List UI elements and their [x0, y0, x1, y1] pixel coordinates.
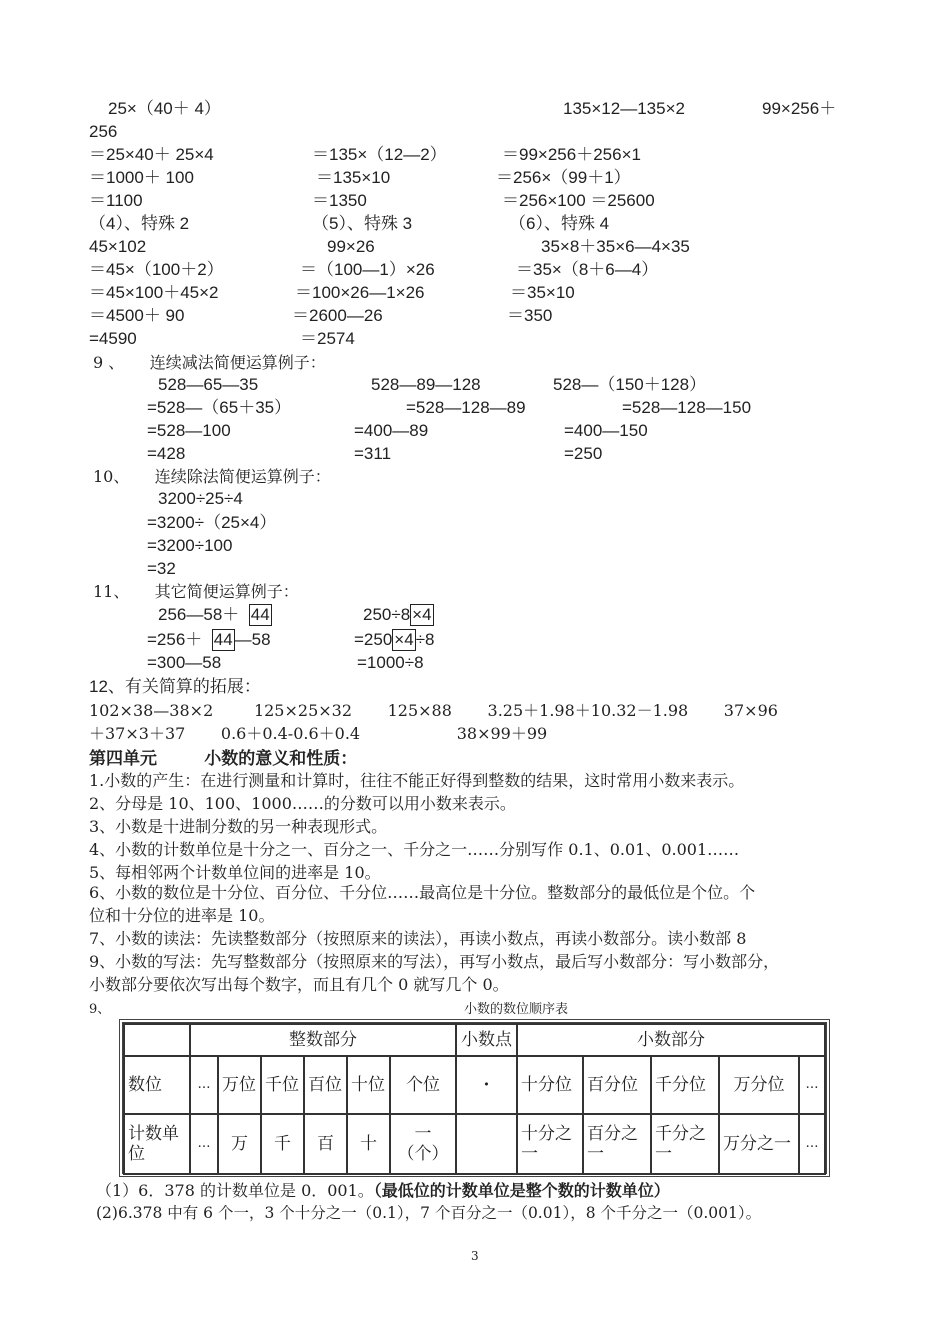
- sub-b3: =400—89: [354, 421, 429, 440]
- place-ten-thousandths: 万分位: [719, 1056, 799, 1114]
- place-thousandths: 千分位: [651, 1056, 719, 1114]
- expr-b4: ＝1350: [312, 191, 367, 210]
- ext-heading: 12、有关简算的拓展：: [89, 677, 261, 696]
- sub-b2: =528—128—89: [406, 398, 526, 417]
- place-wan: 万位: [218, 1056, 261, 1114]
- unit-shi: 十: [347, 1114, 390, 1174]
- unit-hundredth: 百分之一: [583, 1114, 651, 1174]
- special-b4: ＝2600—26: [292, 306, 383, 325]
- table-caption: 小数的数位顺序表: [464, 1002, 569, 1017]
- table-row: [124, 1056, 825, 1114]
- ext-line2: ＋37×3＋37 0.6＋0.4-0.6＋0.4 38×99＋99: [89, 724, 548, 743]
- place-qian: 千位: [261, 1056, 304, 1114]
- expr-c2: ＝99×256＋256×1: [502, 145, 641, 164]
- sub-c2: =528—128—150: [622, 398, 752, 417]
- unit4-p7: 7、小数的读法：先读整数部分（按照原来的读法），再读小数点，再读小数部分。读小数部 8: [89, 929, 747, 948]
- expr-c1-cont: 256: [89, 122, 118, 141]
- special-c3: ＝35×10: [510, 283, 575, 302]
- unit4-p9a: 9、小数的写法：先写整数部分（按照原来的写法），再写小数点，最后写小数部分：写小数部分，: [89, 952, 780, 971]
- boxed-factor: ×4: [394, 630, 414, 649]
- special-c2: ＝35×（8＋6—4）: [516, 260, 659, 279]
- note-1: （1）6．378 的计数单位是 0．001。（最低位的计数单位是整个数的计数单位）: [96, 1181, 670, 1200]
- sub-b4: =311: [354, 444, 392, 463]
- expr-c1: 99×256＋: [762, 99, 837, 118]
- div-l4: =32: [147, 559, 176, 578]
- expr-b3: ＝135×10: [316, 168, 391, 187]
- special-b2: ＝（100—1）×26: [300, 260, 435, 279]
- unit4-p4: 4、小数的计数单位是十分之一、百分之一、千分之一……分别写作 0.1、0.01、0.001……: [89, 840, 740, 859]
- div-l2: =3200÷（25×4）: [147, 513, 277, 532]
- ellipsis: …: [799, 1056, 825, 1114]
- unit4-p1: 1.小数的产生：在进行测量和计算时，往往不能正好得到整数的结果，这时常用小数来表示。: [89, 771, 745, 790]
- sub-heading: 9 、 连续减法简便运算例子：: [93, 353, 326, 372]
- sub-a3: =528—100: [147, 421, 231, 440]
- decimal-dot: ·: [456, 1056, 517, 1114]
- page-number: 3: [471, 1249, 479, 1263]
- place-hundredths: 百分位: [583, 1056, 651, 1114]
- special-heading-5: （5）、特殊 3: [312, 214, 413, 233]
- expr-a4: ＝1100: [89, 191, 143, 210]
- unit-bai: 百: [304, 1114, 347, 1174]
- special-b5: ＝2574: [300, 329, 355, 348]
- integer-part-header: 整数部分: [190, 1024, 456, 1056]
- other-a3: =300—58: [147, 653, 222, 672]
- ellipsis: …: [190, 1114, 218, 1174]
- unit4-p9b: 小数部分要依次写出每个数字，而且有几个 0 就写几个 0。: [89, 975, 509, 994]
- unit4-p2: 2、分母是 10、100、1000……的分数可以用小数来表示。: [89, 794, 516, 813]
- ext-line1: 102×38—38×2 125×25×32 125×88 3.25＋1.98＋10.32－1.98 37×96: [89, 701, 778, 720]
- table-cell-empty: [124, 1024, 190, 1056]
- boxed-number: 44: [250, 605, 270, 624]
- unit4-title: 第四单元 小数的意义和性质：: [89, 749, 358, 768]
- sub-c3: =400—150: [564, 421, 648, 440]
- div-l3: =3200÷100: [147, 536, 233, 555]
- other-b2: =250 ×4 ÷8: [354, 630, 435, 649]
- unit4-p6b: 位和十分位的进率是 10。: [89, 906, 275, 925]
- special-c1: 35×8＋35×6—4×35: [541, 237, 690, 256]
- other-a1: 256—58＋ 44: [158, 605, 270, 624]
- boxed-factor: ×4: [412, 605, 432, 624]
- expr-b2: ＝135×（12—2）: [312, 145, 447, 164]
- special-heading-6: （6）、特殊 4: [509, 214, 610, 233]
- unit-thousandth: 千分之一: [651, 1114, 719, 1174]
- special-c4: ＝350: [507, 306, 553, 325]
- unit-ge: 一（个）: [390, 1114, 456, 1174]
- special-b3: ＝100×26—1×26: [295, 283, 425, 302]
- other-b3: =1000÷8: [357, 653, 424, 672]
- table-cell-empty: [456, 1114, 517, 1174]
- place-shi: 十位: [347, 1056, 390, 1114]
- special-heading-4: （4）、特殊 2: [89, 214, 190, 233]
- row-head-unit: 计数单位: [124, 1114, 190, 1174]
- row-head-place: 数位: [124, 1056, 190, 1114]
- ellipsis: …: [799, 1114, 825, 1174]
- sub-a4: =428: [147, 444, 186, 463]
- unit-tenth: 十分之一: [517, 1114, 583, 1174]
- sub-a1: 528—65—35: [158, 375, 259, 394]
- unit-qian: 千: [261, 1114, 304, 1174]
- expr-a2: ＝25×40＋ 25×4: [89, 145, 214, 164]
- sub-c1: 528—（150＋128）: [553, 375, 707, 394]
- expr-a3: ＝1000＋ 100: [89, 168, 194, 187]
- unit-ten-thousandth: 万分之一: [719, 1114, 799, 1174]
- expr-a1: 25×（40＋ 4）: [108, 99, 221, 118]
- other-a2: =256＋ 44 —58: [147, 630, 271, 649]
- place-ge: 个位: [390, 1056, 456, 1114]
- place-bai: 百位: [304, 1056, 347, 1114]
- special-a4: ＝4500＋ 90: [89, 306, 185, 325]
- sub-a2: =528—（65＋35）: [147, 398, 292, 417]
- sub-c4: =250: [564, 444, 603, 463]
- div-heading: 10、 连续除法简便运算例子：: [93, 467, 331, 486]
- special-a5: =4590: [89, 329, 137, 348]
- note-2: (2)6.378 中有 6 个一，3 个十分之一（0.1），7 个百分之一（0.01），8 个千分之一（0.001）。: [96, 1204, 762, 1222]
- decimal-part-header: 小数部分: [517, 1024, 825, 1056]
- expr-c4: ＝256×100 ＝25600: [502, 191, 655, 210]
- special-a3: ＝45×100＋45×2: [89, 283, 219, 302]
- decimal-point-header: 小数点: [456, 1024, 517, 1056]
- special-a1: 45×102: [89, 237, 147, 256]
- special-a2: ＝45×（100＋2）: [89, 260, 224, 279]
- other-b1: 250÷8 ×4: [363, 605, 432, 624]
- table-row: [124, 1024, 825, 1056]
- unit4-p3: 3、小数是十进制分数的另一种表现形式。: [89, 817, 388, 836]
- unit4-p5: 5、每相邻两个计数单位间的进率是 10。: [89, 863, 381, 882]
- unit-wan: 万: [218, 1114, 261, 1174]
- unit4-p6a: 6、小数的数位是十分位、百分位、千分位……最高位是十分位。整数部分的最低位是个位。个: [89, 883, 756, 902]
- place-tenths: 十分位: [517, 1056, 583, 1114]
- table-row: [124, 1114, 825, 1174]
- sub-b1: 528—89—128: [371, 375, 481, 394]
- ellipsis: …: [190, 1056, 218, 1114]
- other-heading: 11、 其它简便运算例子：: [93, 582, 299, 601]
- unit4-num9: 9、: [89, 1002, 111, 1017]
- div-l1: 3200÷25÷4: [158, 489, 243, 508]
- boxed-number: 44: [213, 630, 233, 649]
- expr-c3: ＝256×（99＋1）: [496, 168, 631, 187]
- special-b1: 99×26: [327, 237, 375, 256]
- place-value-table: [119, 1019, 830, 1177]
- expr-b1: 135×12—135×2: [563, 99, 685, 118]
